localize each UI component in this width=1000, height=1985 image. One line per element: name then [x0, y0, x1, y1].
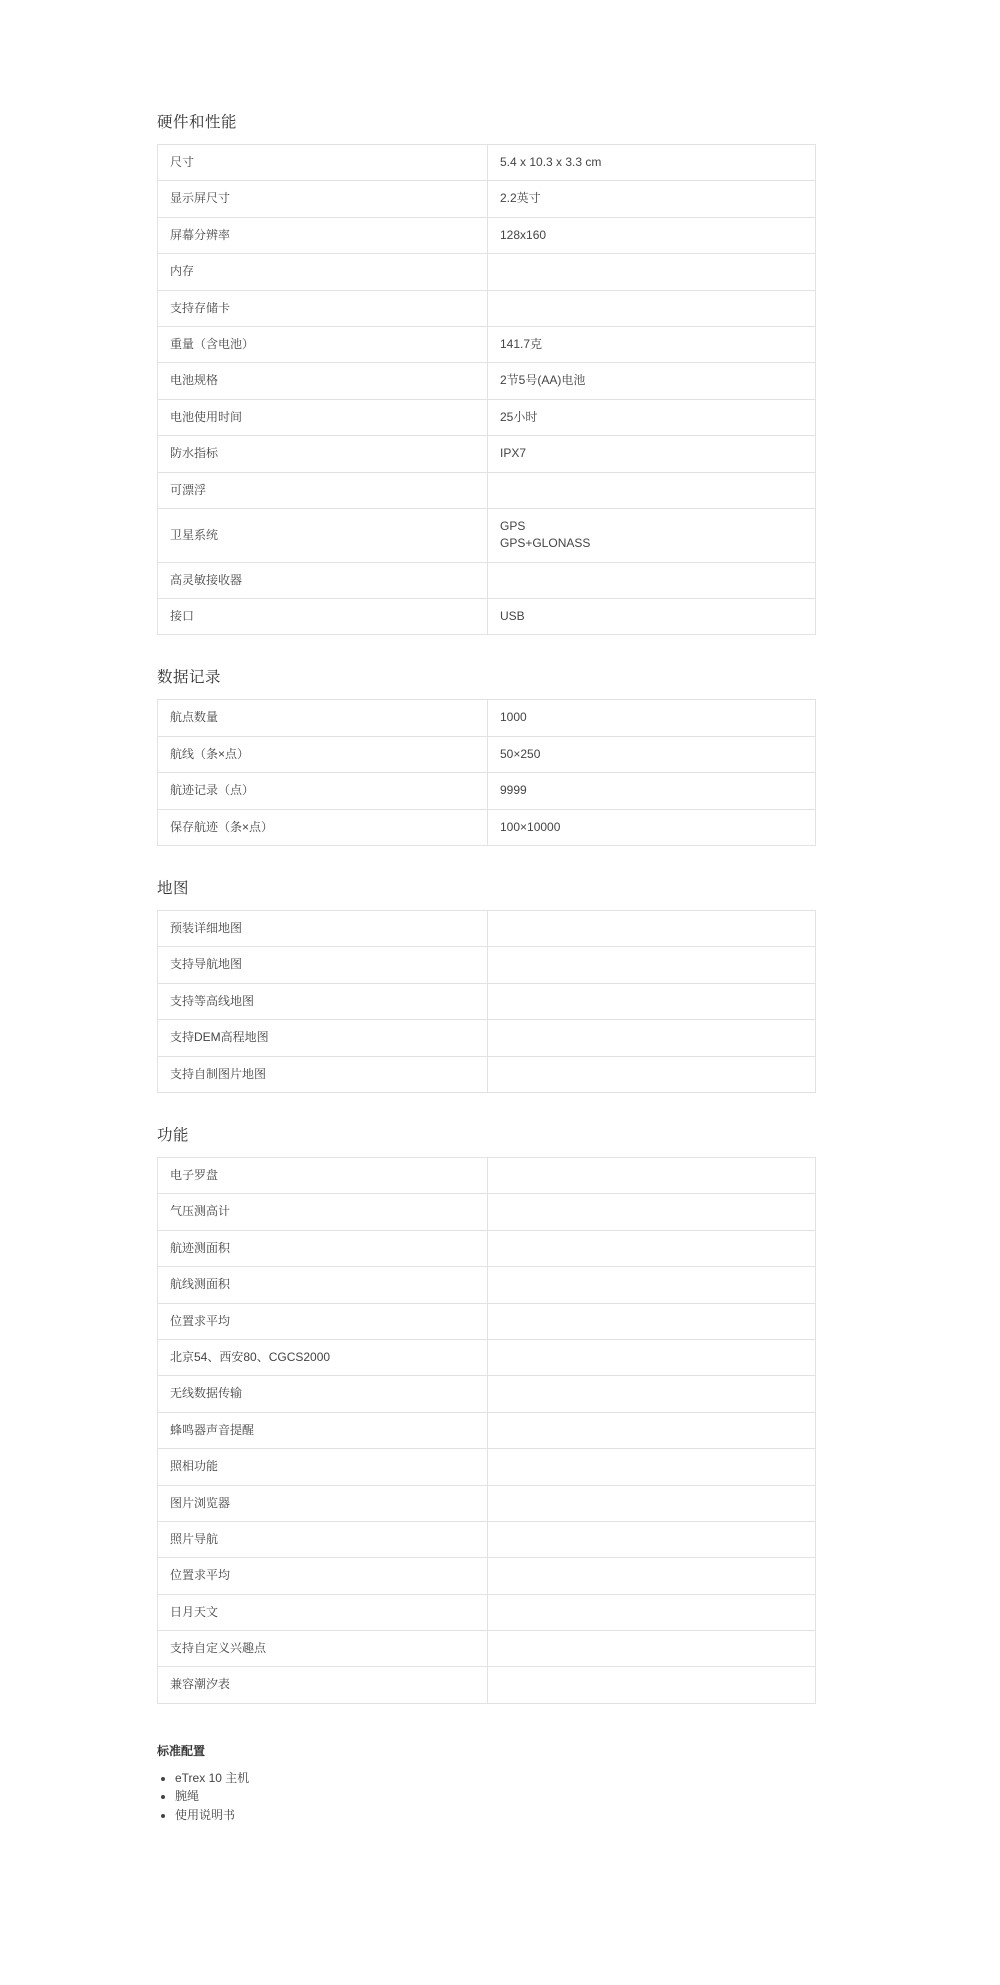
- spec-section: [157, 1123, 767, 1704]
- table-row: [158, 436, 816, 472]
- table-row: [158, 1194, 816, 1230]
- spec-label: 支持DEM高程地图: [158, 1020, 488, 1056]
- spec-value: [488, 1230, 816, 1266]
- table-row: [158, 1521, 816, 1557]
- table-row: [158, 1157, 816, 1193]
- spec-value: [488, 1376, 816, 1412]
- spec-label: 位置求平均: [158, 1303, 488, 1339]
- spec-value: [488, 983, 816, 1019]
- spec-value: [488, 399, 816, 435]
- spec-value: [488, 773, 816, 809]
- section-title: 数据记录: [157, 669, 222, 687]
- spec-value-line: 141.7克: [500, 336, 543, 351]
- table-row: [158, 472, 816, 508]
- spec-label: 日月天文: [158, 1594, 488, 1630]
- spec-label: 无线数据传输: [158, 1376, 488, 1412]
- spec-label: 航线（条×点）: [158, 736, 488, 772]
- spec-value: [488, 1267, 816, 1303]
- spec-label: 保存航迹（条×点）: [158, 809, 488, 845]
- spec-value: [488, 472, 816, 508]
- spec-value-line: USB: [500, 609, 525, 624]
- spec-value: [488, 1339, 816, 1375]
- spec-label: 位置求平均: [158, 1558, 488, 1594]
- spec-label: 兼容潮汐表: [158, 1667, 488, 1703]
- table-row: [158, 145, 816, 181]
- spec-value: [488, 911, 816, 947]
- table-row: [158, 1056, 816, 1092]
- spec-value: [488, 1157, 816, 1193]
- table-row: [158, 1303, 816, 1339]
- spec-value: [488, 217, 816, 253]
- spec-value-line: 128x160: [500, 227, 547, 242]
- table-row: [158, 326, 816, 362]
- spec-value: [488, 436, 816, 472]
- spec-label: 显示屏尺寸: [158, 181, 488, 217]
- table-row: [158, 217, 816, 253]
- table-row: [158, 1376, 816, 1412]
- table-row: [158, 700, 816, 736]
- section-title: 功能: [157, 1126, 190, 1144]
- spec-label: 航线测面积: [158, 1267, 488, 1303]
- spec-value: [488, 562, 816, 598]
- spec-value: [488, 181, 816, 217]
- table-row: [158, 181, 816, 217]
- spec-value-line: 9999: [500, 783, 527, 798]
- spec-value: [488, 1485, 816, 1521]
- spec-label: 航迹记录（点）: [158, 773, 488, 809]
- table-row: [158, 1230, 816, 1266]
- spec-label: 尺寸: [158, 145, 488, 181]
- table-row: [158, 809, 816, 845]
- spec-label: 可漂浮: [158, 472, 488, 508]
- table-row: [158, 1412, 816, 1448]
- standard-configuration-section: [157, 1742, 767, 1985]
- spec-value: [488, 508, 816, 562]
- table-row: [158, 290, 816, 326]
- spec-label: 支持导航地图: [158, 947, 488, 983]
- spec-table: [157, 144, 816, 635]
- table-row: [158, 736, 816, 772]
- spec-value: [488, 947, 816, 983]
- spec-label: 卫星系统: [158, 508, 488, 562]
- spec-section: [157, 665, 767, 846]
- spec-value: [488, 1667, 816, 1703]
- table-row: [158, 1449, 816, 1485]
- list-item: • eTrex 10 主机: [175, 1769, 767, 1788]
- spec-value: [488, 326, 816, 362]
- table-row: [158, 363, 816, 399]
- spec-value: [488, 1056, 816, 1092]
- spec-value-line: 100×10000: [500, 819, 561, 834]
- spec-label: 防水指标: [158, 436, 488, 472]
- spec-value: [488, 290, 816, 326]
- table-row: [158, 1667, 816, 1703]
- table-row: [158, 1339, 816, 1375]
- spec-label: 蜂鸣器声音提醒: [158, 1412, 488, 1448]
- spec-label: 航点数量: [158, 700, 488, 736]
- spec-value: [488, 254, 816, 290]
- spec-value: [488, 1020, 816, 1056]
- spec-value-line: GPS: [500, 518, 526, 533]
- table-row: [158, 773, 816, 809]
- spec-label: 重量（含电池）: [158, 326, 488, 362]
- table-row: [158, 399, 816, 435]
- spec-label: 支持存储卡: [158, 290, 488, 326]
- table-row: [158, 1020, 816, 1056]
- spec-label: 接口: [158, 599, 488, 635]
- spec-label: 屏幕分辨率: [158, 217, 488, 253]
- table-row: [158, 947, 816, 983]
- spec-value-line: 25小时: [500, 409, 538, 424]
- spec-sections: [157, 110, 767, 1704]
- spec-label: 气压测高计: [158, 1194, 488, 1230]
- spec-label: 电池规格: [158, 363, 488, 399]
- spec-value: [488, 145, 816, 181]
- table-row: [158, 1631, 816, 1667]
- content-column: [157, 110, 767, 1985]
- spec-section: [157, 876, 767, 1093]
- spec-value-line: 5.4 x 10.3 x 3.3 cm: [500, 155, 602, 169]
- spec-value: [488, 1449, 816, 1485]
- spec-label: 支持自定义兴趣点: [158, 1631, 488, 1667]
- spec-value: [488, 363, 816, 399]
- spec-value: [488, 700, 816, 736]
- table-row: [158, 508, 816, 562]
- spec-label: 预装详细地图: [158, 911, 488, 947]
- spec-table: [157, 1157, 816, 1704]
- spec-label: 支持等高线地图: [158, 983, 488, 1019]
- spec-value: [488, 1521, 816, 1557]
- spec-label: 内存: [158, 254, 488, 290]
- spec-value: [488, 599, 816, 635]
- table-row: [158, 911, 816, 947]
- table-row: [158, 1558, 816, 1594]
- spec-label: 航迹测面积: [158, 1230, 488, 1266]
- spec-value: [488, 1558, 816, 1594]
- table-row: [158, 599, 816, 635]
- spec-value: [488, 1594, 816, 1630]
- spec-label: 照片导航: [158, 1521, 488, 1557]
- spec-label: 电池使用时间: [158, 399, 488, 435]
- spec-label: 北京54、西安80、CGCS2000: [158, 1339, 488, 1375]
- table-row: [158, 983, 816, 1019]
- section-title: 地图: [157, 880, 190, 898]
- spec-value-line: 50×250: [500, 746, 541, 761]
- spec-value: [488, 1303, 816, 1339]
- table-row: [158, 1594, 816, 1630]
- spec-section: [157, 110, 767, 635]
- spec-label: 高灵敏接收器: [158, 562, 488, 598]
- table-row: [158, 562, 816, 598]
- table-row: [158, 1485, 816, 1521]
- spec-value-line: GPS+GLONASS: [500, 536, 591, 551]
- spec-value-line: 2节5号(AA)电池: [500, 373, 586, 388]
- spec-value: [488, 809, 816, 845]
- spec-value: [488, 736, 816, 772]
- spec-label: 照相功能: [158, 1449, 488, 1485]
- spec-value: [488, 1194, 816, 1230]
- spec-label: 支持自制图片地图: [158, 1056, 488, 1092]
- table-row: [158, 1267, 816, 1303]
- spec-label: 图片浏览器: [158, 1485, 488, 1521]
- spec-value-line: IPX7: [500, 446, 527, 461]
- spec-table: [157, 910, 816, 1093]
- section-title: 硬件和性能: [157, 114, 238, 131]
- spec-table: [157, 699, 816, 846]
- list-item: • 腕绳: [175, 1787, 767, 1806]
- list-item: • 使用说明书: [175, 1806, 767, 1825]
- spec-label: 电子罗盘: [158, 1157, 488, 1193]
- spec-value-line: 1000: [500, 710, 527, 725]
- standard-configuration-list: [157, 1769, 767, 1825]
- spec-value: [488, 1412, 816, 1448]
- table-row: [158, 254, 816, 290]
- spec-value-line: 2.2英寸: [500, 191, 541, 206]
- standard-configuration-title: 标准配置: [157, 1743, 206, 1758]
- spec-value: [488, 1631, 816, 1667]
